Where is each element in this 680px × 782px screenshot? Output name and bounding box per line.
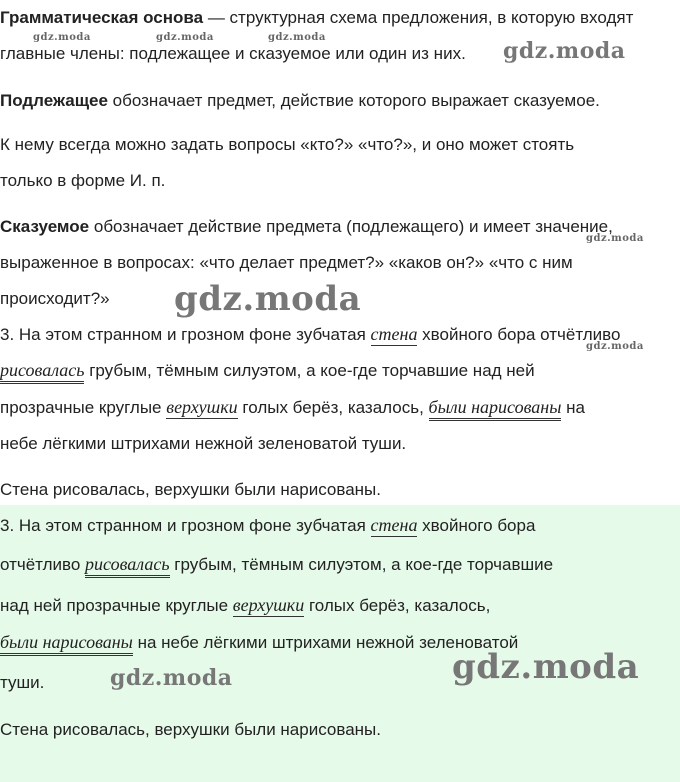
example1-summary: Стена рисовалась, верхушки были нарисованы. xyxy=(0,480,381,499)
example2-line5: туши. xyxy=(0,673,45,692)
predicate-underline: были нарисованы xyxy=(0,632,133,656)
predicate-underline: были нарисованы xyxy=(429,397,562,421)
example1-line3: прозрачные круглые верхушки голых берёз, казалось, были нарисованы на xyxy=(0,397,585,421)
example1-line1: 3. На этом странном и грозном фоне зубчатая стена хвойного бора отчётливо xyxy=(0,324,621,344)
watermark: gdz.moda xyxy=(586,341,644,352)
example1-line4: небе лёгкими штрихами нежной зеленоватой туши. xyxy=(0,434,407,453)
subject-underline: верхушки xyxy=(232,595,305,615)
term-subject: Подлежащее xyxy=(0,91,108,110)
example1-line2: рисовалась грубым, тёмным силуэтом, а кое-где торчавшие над ней xyxy=(0,360,535,384)
watermark: gdz.moda xyxy=(156,32,214,43)
subject-questions-line2: только в форме И. п. xyxy=(0,171,166,190)
example2-line1: 3. На этом странном и грозном фоне зубчатая стена хвойного бора xyxy=(0,515,536,535)
definition-subject: Подлежащее обозначает предмет, действие которого выражает сказуемое. xyxy=(0,91,600,110)
term-predicate: Сказуемое xyxy=(0,217,90,236)
watermark: gdz.moda xyxy=(174,279,362,319)
predicate-underline: рисовалась xyxy=(0,360,84,384)
definition-grammatical-basis-line2: главные члены: подлежащее и сказуемое или один из них. xyxy=(0,44,466,63)
definition-predicate-line3: происходит?» xyxy=(0,289,110,308)
subject-underline: стена xyxy=(370,515,418,535)
example2-line3: над ней прозрачные круглые верхушки голых берёз, казалось, xyxy=(0,595,491,615)
watermark: gdz.moda xyxy=(110,665,233,691)
example2-line2: отчётливо рисовалась грубым, тёмным силуэтом, а кое-где торчавшие xyxy=(0,554,553,578)
predicate-underline: рисовалась xyxy=(85,554,169,578)
watermark: gdz.moda xyxy=(268,32,326,43)
definition-predicate-line1: Сказуемое обозначает действие предмета (подлежащего) и имеет значение, xyxy=(0,217,613,236)
definition-predicate-line2: выраженное в вопросах: «что делает предмет?» «каков он?» «что с ним xyxy=(0,253,573,272)
watermark: gdz.moda xyxy=(33,32,91,43)
example2-summary: Стена рисовалась, верхушки были нарисованы. xyxy=(0,720,381,739)
example2-line4: были нарисованы на небе лёгкими штрихами нежной зеленоватой xyxy=(0,632,518,656)
term-grammatical-basis: Грамматическая основа xyxy=(0,8,204,27)
watermark: gdz.moda xyxy=(586,233,644,244)
subject-questions-line1: К нему всегда можно задать вопросы «кто?» «что?», и оно может стоять xyxy=(0,135,575,154)
watermark: gdz.moda xyxy=(503,38,626,64)
subject-underline: стена xyxy=(370,324,418,344)
watermark: gdz.moda xyxy=(452,647,640,687)
definition-grammatical-basis-line1: Грамматическая основа — структурная схема предложения, в которую входят xyxy=(0,8,634,27)
subject-underline: верхушки xyxy=(166,397,238,417)
